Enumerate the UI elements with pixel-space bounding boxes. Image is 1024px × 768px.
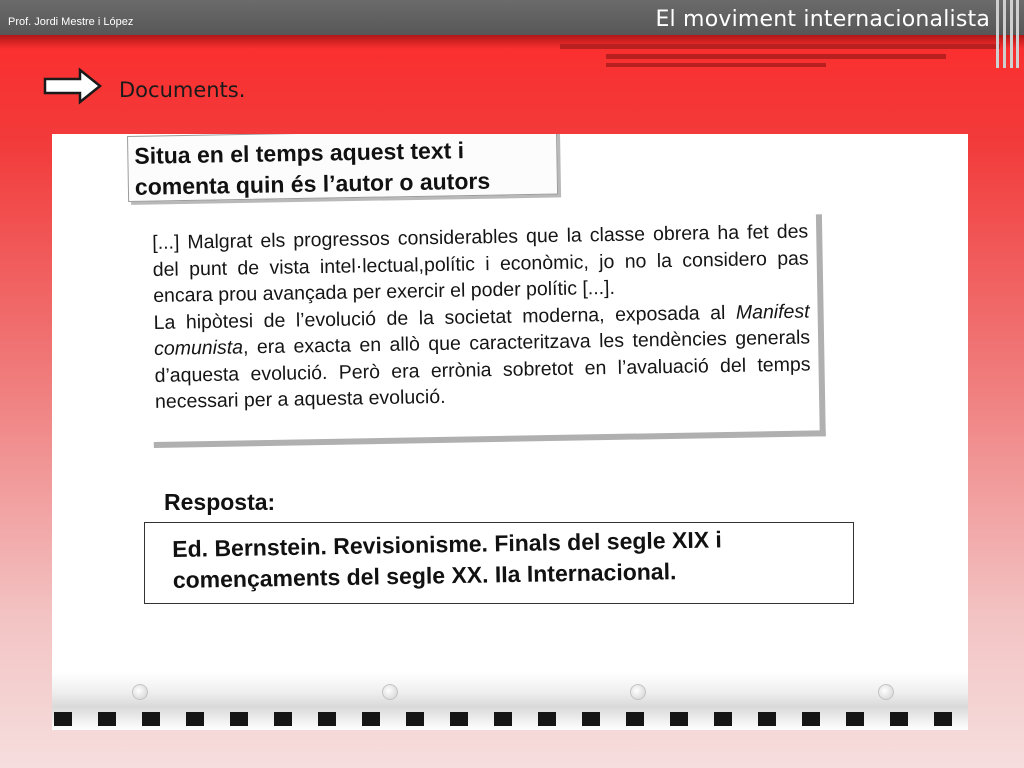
section-label: Documents. [119, 78, 246, 102]
binder-tooth [142, 712, 160, 726]
binder-tooth [450, 712, 468, 726]
binder-tooth [758, 712, 776, 726]
prompt-text: Situa en el temps aquest text i comenta quin és l’autor o autors [134, 137, 491, 200]
binder-tooth [494, 712, 512, 726]
binder-tooth [626, 712, 644, 726]
quote-text-part: La hipòtesi de l’evolució de la societat moderna, exposada al [153, 301, 726, 334]
quote-text-part: , era exacta en allò que caracteritzava les tendències generals d’aquesta evolució. Però era errònia sobretot en l’avaluació del temps necessari per a aquesta evolució. [154, 326, 811, 413]
binder-tooth [846, 712, 864, 726]
binder-tooth [230, 712, 248, 726]
decorative-line [1003, 0, 1006, 68]
decorative-line [1016, 0, 1019, 68]
quote-book-title: Manifest comunista [153, 300, 810, 360]
binder-tooth [670, 712, 688, 726]
quote-paragraph: [...] Malgrat els progressos considerables que la classe obrera ha fet des del punt de vista intel·lectual,polític i econòmic, jo no la considero pas encara prou avançada per exercir el poder polític [...]. [152, 220, 809, 307]
binder-tooth [98, 712, 116, 726]
decorative-stripe [606, 54, 946, 59]
decorative-stripe [606, 63, 826, 67]
binder-tooth [802, 712, 820, 726]
binder-tooth [538, 712, 556, 726]
binder-tooth [318, 712, 336, 726]
binder-tooth [934, 712, 952, 726]
binder-ring [382, 684, 398, 700]
binder-tooth [186, 712, 204, 726]
answer-text: Ed. Bernstein. Revisionisme. Finals del segle XIX i començaments del segle XX. IIa Internacional. [172, 526, 723, 593]
quote-text [152, 219, 811, 416]
slide-title: El moviment internacionalista [655, 7, 990, 32]
right-arrow-icon [42, 67, 104, 110]
binder-tooth [274, 712, 292, 726]
author-name: Prof. Jordi Mestre i López [8, 16, 134, 28]
quote-box [150, 214, 826, 448]
decorative-stripe [560, 44, 1000, 49]
scanned-document [52, 134, 968, 730]
binder-tooth [362, 712, 380, 726]
binder-ring [878, 684, 894, 700]
decorative-line [996, 0, 999, 68]
binder-tooth [406, 712, 424, 726]
answer-label: Resposta: [164, 489, 276, 515]
binder-tooth [890, 712, 908, 726]
binder-edge [52, 672, 968, 730]
prompt-box [127, 134, 558, 202]
binder-tooth [714, 712, 732, 726]
binder-tooth [582, 712, 600, 726]
decorative-line [1010, 0, 1013, 68]
answer-box [144, 522, 854, 604]
binder-ring [630, 684, 646, 700]
quote-paragraph [153, 298, 811, 415]
binder-tooth [54, 712, 72, 726]
binder-ring [132, 684, 148, 700]
